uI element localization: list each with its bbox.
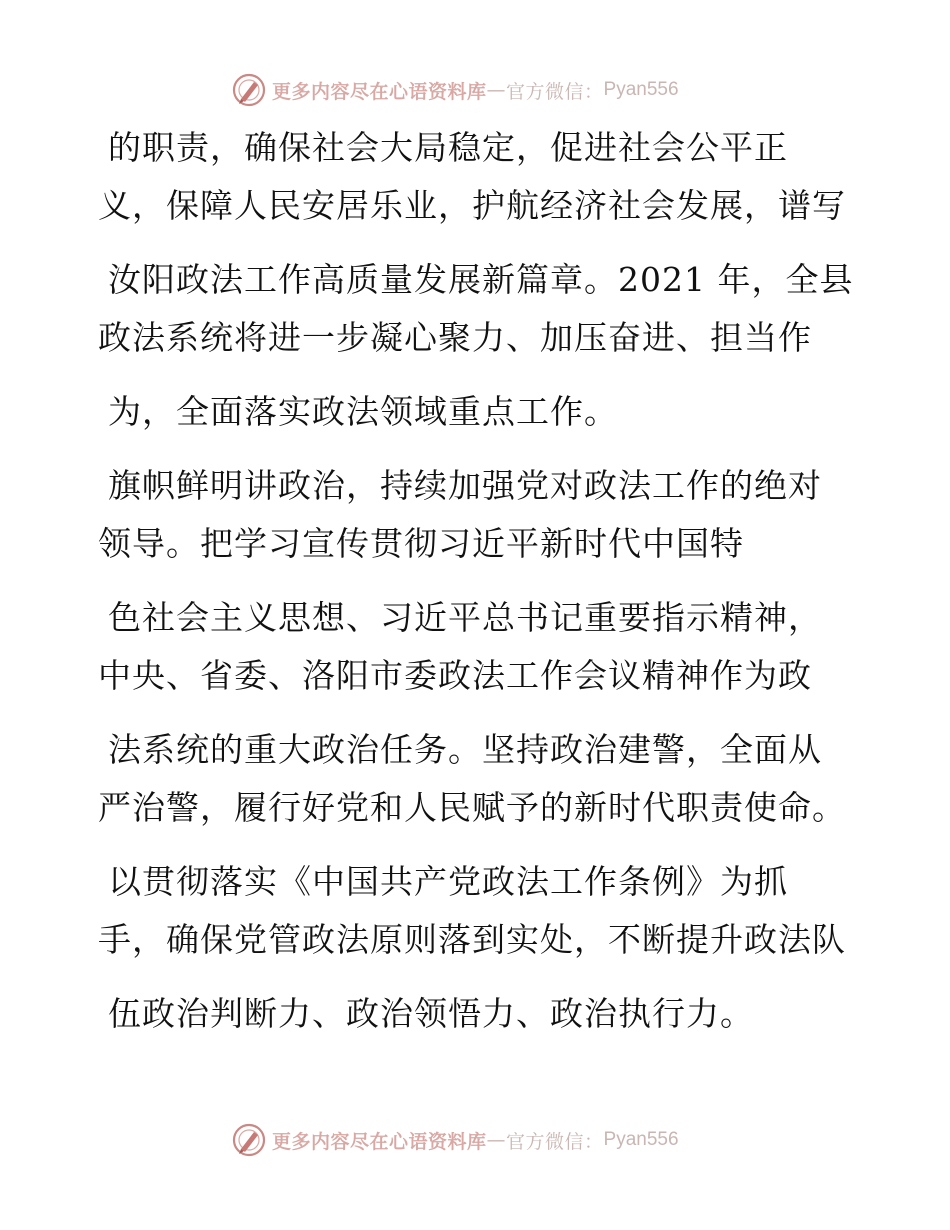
footer-banner [0, 1120, 950, 1160]
banner-wechat-id: Pyan556 [603, 79, 679, 100]
banner-separator: — [486, 1129, 507, 1151]
text-line: 严治警，履行好党和人民赋予的新时代职责使命。 [98, 788, 846, 827]
text-line: 义，保障人民安居乐业，护航经济社会发展，谱写 [98, 186, 846, 225]
banner-brand-text: 更多内容尽在心语资料库 [272, 80, 487, 103]
pen-logo-icon [232, 1123, 266, 1157]
text-line: 法系统的重大政治任务。坚持政治建警，全面从 [108, 730, 822, 769]
banner-separator: — [486, 79, 507, 101]
banner-brand-text: 更多内容尽在心语资料库 [272, 1130, 487, 1153]
text-line: 手，确保党管政法原则落到实处，不断提升政法队 [98, 920, 846, 959]
banner-wechat-label: 官方微信： [506, 1130, 604, 1153]
text-line: 政法系统将进一步凝心聚力、加压奋进、担当作 [98, 318, 812, 357]
text-line: 伍政治判断力、政治领悟力、政治执行力。 [108, 994, 754, 1033]
text-line: 的职责，确保社会大局稳定，促进社会公平正 [108, 128, 788, 167]
text-line: 汝阳政法工作高质量发展新篇章。2021 年，全县 [108, 260, 854, 299]
text-line: 领导。把学习宣传贯彻习近平新时代中国特 [98, 524, 744, 563]
text-line: 色社会主义思想、习近平总书记重要指示精神， [108, 598, 822, 637]
banner-wechat-id: Pyan556 [603, 1129, 679, 1150]
text-line: 以贯彻落实《中国共产党政法工作条例》为抓 [108, 862, 788, 901]
text-line: 中央、省委、洛阳市委政法工作会议精神作为政 [98, 656, 812, 695]
text-line: 为，全面落实政法领域重点工作。 [108, 392, 618, 431]
banner-wechat-label: 官方微信： [506, 80, 604, 103]
text-line: 旗帜鲜明讲政治，持续加强党对政法工作的绝对 [108, 466, 822, 505]
